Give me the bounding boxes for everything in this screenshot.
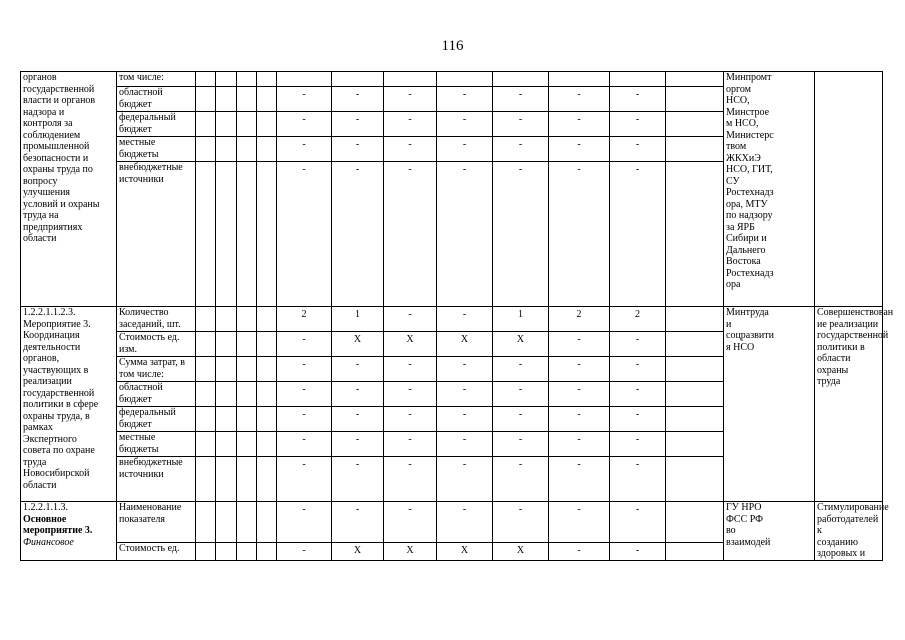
empty-cell [237, 543, 257, 560]
value-cell: X [437, 543, 493, 560]
empty-cell [666, 72, 724, 87]
value-cell: - [437, 137, 493, 162]
value-cell: - [437, 112, 493, 137]
empty-cell [216, 72, 237, 87]
value-cell: - [332, 432, 384, 457]
value-cell: X [493, 332, 549, 357]
empty-cell [216, 543, 237, 560]
cell-line: Ростехнадз [726, 267, 774, 279]
row-label: местные бюджеты [117, 432, 196, 457]
empty-cell [666, 162, 724, 307]
empty-cell [196, 72, 216, 87]
empty-cell [216, 137, 237, 162]
empty-cell [666, 407, 724, 432]
value-cell: - [493, 112, 549, 137]
empty-cell [216, 407, 237, 432]
value-cell: - [277, 137, 332, 162]
empty-cell [257, 162, 277, 307]
empty-cell [666, 457, 724, 502]
value-cell: 2 [549, 307, 610, 332]
cell-line: взаимодей [726, 536, 771, 548]
empty-cell [257, 382, 277, 407]
empty-cell [196, 407, 216, 432]
value-cell: - [277, 502, 332, 543]
empty-cell [257, 72, 277, 87]
cell-line: государственной [23, 387, 95, 399]
empty-cell [196, 357, 216, 382]
value-cell: - [277, 432, 332, 457]
empty-cell [257, 457, 277, 502]
value-cell: - [277, 332, 332, 357]
value-cell: - [549, 382, 610, 407]
empty-cell [216, 457, 237, 502]
empty-cell [216, 432, 237, 457]
cell-line: области [23, 479, 57, 491]
empty-cell [237, 432, 257, 457]
cell-line: Минпромт [726, 72, 772, 83]
cell-line: условий и охраны [23, 198, 100, 210]
value-cell: - [384, 407, 437, 432]
empty-cell [666, 502, 724, 543]
empty-cell [237, 332, 257, 357]
table-row [21, 502, 883, 543]
executor-cell [724, 307, 815, 502]
value-cell: 2 [277, 307, 332, 332]
measure-title: Основное мероприятие 3. [23, 513, 93, 536]
value-cell: - [549, 357, 610, 382]
empty-cell [666, 382, 724, 407]
value-cell: - [549, 112, 610, 137]
cell-line: Стимулирование [817, 502, 889, 513]
cell-line: Новосибирской [23, 468, 90, 479]
empty-cell [196, 112, 216, 137]
value-cell: - [332, 382, 384, 407]
value-cell: - [332, 87, 384, 112]
value-cell: - [549, 87, 610, 112]
row-label: том числе: [117, 72, 196, 87]
empty-cell [196, 382, 216, 407]
value-cell [332, 72, 384, 87]
value-cell: - [277, 543, 332, 560]
measure-name [21, 72, 117, 307]
cell-line: НСО, ГИТ, [726, 164, 773, 175]
empty-cell [196, 457, 216, 502]
cell-line: Минтруда [726, 307, 769, 318]
empty-cell [237, 162, 257, 307]
empty-cell [216, 332, 237, 357]
value-cell: X [332, 332, 384, 357]
value-cell: - [332, 502, 384, 543]
measure-code: 1.2.2.1.1.2.3. [23, 307, 76, 318]
value-cell: - [610, 332, 666, 357]
value-cell: 1 [493, 307, 549, 332]
empty-cell [196, 162, 216, 307]
cell-line: Ростехнадз [726, 187, 774, 198]
measure-name [21, 502, 117, 561]
value-cell: - [384, 307, 437, 332]
value-cell: - [384, 432, 437, 457]
empty-cell [237, 382, 257, 407]
cell-line: области охраны [817, 353, 851, 376]
value-cell: - [384, 357, 437, 382]
empty-cell [257, 357, 277, 382]
value-cell [549, 72, 610, 87]
value-cell: X [437, 332, 493, 357]
value-cell: - [610, 407, 666, 432]
cell-line: ора [726, 279, 741, 290]
cell-line: здоровых и [817, 548, 866, 559]
cell-line: м НСО, [726, 118, 759, 129]
empty-cell [216, 112, 237, 137]
empty-cell [237, 112, 257, 137]
cell-line: ие реализации [817, 318, 879, 330]
empty-cell [237, 407, 257, 432]
value-cell: - [437, 432, 493, 457]
cell-line: созданию [817, 536, 858, 548]
cell-line: безопасности и [23, 152, 89, 164]
value-cell: 1 [332, 307, 384, 332]
value-cell: - [437, 87, 493, 112]
empty-cell [237, 307, 257, 332]
value-cell: - [549, 432, 610, 457]
measure-name [21, 307, 117, 502]
value-cell: - [493, 357, 549, 382]
value-cell: - [493, 457, 549, 502]
value-cell: - [277, 87, 332, 112]
cell-line: власти и органов [23, 95, 96, 106]
empty-cell [216, 307, 237, 332]
value-cell: - [437, 502, 493, 543]
row-label: Наименование показателя [117, 502, 196, 543]
value-cell: - [549, 407, 610, 432]
empty-cell [196, 502, 216, 543]
value-cell: - [437, 457, 493, 502]
row-label: внебюджетные источники [117, 457, 196, 502]
cell-line: Дальнего [726, 244, 766, 256]
value-cell: - [437, 357, 493, 382]
cell-line: охраны труда, в [23, 410, 90, 422]
cell-line: соцразвити [726, 330, 774, 341]
value-cell: - [332, 137, 384, 162]
value-cell: X [493, 543, 549, 560]
value-cell [493, 72, 549, 87]
cell-line: надзора и [23, 106, 65, 118]
value-cell [277, 72, 332, 87]
empty-cell [666, 87, 724, 112]
empty-cell [257, 112, 277, 137]
value-cell: - [610, 432, 666, 457]
value-cell: - [437, 307, 493, 332]
empty-cell [237, 357, 257, 382]
cell-line: соблюдением [23, 129, 81, 141]
cell-line: реализации [23, 376, 72, 387]
value-cell: - [610, 137, 666, 162]
value-cell: - [549, 137, 610, 162]
empty-cell [666, 332, 724, 357]
value-cell: - [437, 407, 493, 432]
executor-cell [724, 72, 815, 307]
empty-cell [237, 72, 257, 87]
empty-cell [666, 357, 724, 382]
empty-cell [196, 307, 216, 332]
cell-line: предприятиях [23, 221, 83, 233]
cell-line: области [23, 233, 57, 244]
cell-line: во [726, 525, 736, 536]
empty-cell [196, 432, 216, 457]
row-label: федеральный бюджет [117, 407, 196, 432]
value-cell: - [610, 543, 666, 560]
value-cell: - [610, 357, 666, 382]
cell-line: труда на [23, 210, 59, 221]
empty-cell [216, 502, 237, 543]
value-cell: - [549, 457, 610, 502]
value-cell: - [549, 162, 610, 307]
empty-cell [666, 543, 724, 560]
empty-cell [666, 112, 724, 137]
value-cell: - [549, 332, 610, 357]
value-cell: - [493, 407, 549, 432]
value-cell: - [437, 162, 493, 307]
cell-line: контроля за [23, 118, 73, 129]
empty-cell [666, 137, 724, 162]
value-cell: - [549, 502, 610, 543]
empty-cell [257, 137, 277, 162]
cell-line: работодателей к [817, 513, 879, 536]
cell-line: Координация [23, 330, 80, 341]
value-cell: - [277, 357, 332, 382]
cell-line: деятельности [23, 341, 81, 353]
cell-line: совета по охране [23, 445, 95, 456]
cell-line: за ЯРБ [726, 221, 755, 233]
value-cell: - [332, 162, 384, 307]
value-cell: - [384, 382, 437, 407]
row-label: Стоимость ед. [117, 543, 196, 560]
value-cell: - [437, 382, 493, 407]
value-cell: - [384, 162, 437, 307]
empty-cell [196, 332, 216, 357]
value-cell: - [493, 137, 549, 162]
cell-line: ора, МТУ [726, 198, 768, 210]
value-cell: X [384, 543, 437, 560]
cell-line: государственной [23, 83, 95, 95]
value-cell: - [610, 112, 666, 137]
row-label: Количество заседаний, шт. [117, 307, 196, 332]
value-cell [384, 72, 437, 87]
program-table [20, 71, 894, 561]
value-cell: - [610, 382, 666, 407]
result-cell [815, 307, 894, 502]
empty-cell [257, 543, 277, 560]
value-cell: - [610, 457, 666, 502]
empty-cell [216, 162, 237, 307]
value-cell: - [549, 543, 610, 560]
cell-line: государственной [817, 330, 889, 341]
value-cell: - [332, 407, 384, 432]
value-cell: - [610, 502, 666, 543]
empty-cell [196, 87, 216, 112]
measure-code: 1.2.2.1.1.3. [23, 502, 68, 513]
cell-line: ФСС РФ [726, 513, 764, 525]
cell-line: политики в [817, 341, 865, 353]
value-cell: - [610, 87, 666, 112]
cell-line: Министерс [726, 129, 774, 141]
empty-cell [237, 457, 257, 502]
value-cell: - [493, 382, 549, 407]
cell-line: и [726, 318, 732, 330]
value-cell: - [277, 382, 332, 407]
cell-line: ГУ НРО [726, 502, 762, 513]
value-cell: 2 [610, 307, 666, 332]
table-row [21, 307, 883, 332]
table-row [21, 72, 883, 87]
value-cell: X [332, 543, 384, 560]
cell-line: твом [726, 141, 747, 152]
result-cell [815, 72, 883, 307]
cell-line: Востока [726, 256, 761, 267]
row-label: внебюджетные источники [117, 162, 196, 307]
cell-line: Экспертного [23, 433, 77, 445]
value-cell: - [384, 137, 437, 162]
empty-cell [257, 87, 277, 112]
cell-line: труда [23, 456, 47, 468]
value-cell: - [277, 112, 332, 137]
empty-cell [257, 502, 277, 543]
cell-line: ЖКХиЭ [726, 152, 761, 164]
row-label: Сумма затрат, в том числе: [117, 357, 196, 382]
value-cell: - [610, 162, 666, 307]
cell-line: улучшения [23, 187, 71, 198]
cell-line: НСО, [726, 95, 750, 106]
cell-line: Сибири и [726, 233, 767, 244]
cell-line: органов, [23, 353, 60, 364]
cell-line: участвующих в [23, 364, 89, 376]
empty-cell [216, 382, 237, 407]
cell-line: по надзору [726, 210, 773, 221]
empty-cell [257, 432, 277, 457]
cell-line: Мероприятие 3. [23, 318, 91, 330]
cell-line: Минстрое [726, 106, 770, 118]
empty-cell [237, 502, 257, 543]
empty-cell [196, 543, 216, 560]
cell-line: Совершенствован [817, 307, 894, 318]
result-cell [815, 502, 889, 561]
empty-cell [216, 357, 237, 382]
value-cell: - [332, 457, 384, 502]
value-cell [610, 72, 666, 87]
empty-cell [257, 407, 277, 432]
value-cell: - [277, 162, 332, 307]
row-label: областной бюджет [117, 87, 196, 112]
value-cell: - [493, 162, 549, 307]
value-cell: - [384, 502, 437, 543]
empty-cell [257, 307, 277, 332]
empty-cell [257, 332, 277, 357]
value-cell: - [277, 407, 332, 432]
value-cell: - [384, 87, 437, 112]
cell-line: труда [817, 376, 841, 387]
empty-cell [666, 432, 724, 457]
value-cell: - [384, 457, 437, 502]
empty-cell [237, 87, 257, 112]
row-label: местные бюджеты [117, 137, 196, 162]
empty-cell [237, 137, 257, 162]
row-label: Стоимость ед. изм. [117, 332, 196, 357]
empty-cell [666, 307, 724, 332]
row-label: федеральный бюджет [117, 112, 196, 137]
cell-line: СУ [726, 175, 740, 187]
empty-cell [216, 87, 237, 112]
value-cell: - [493, 87, 549, 112]
cell-line: вопросу [23, 175, 58, 187]
page-number: 116 [441, 38, 464, 54]
value-cell: - [493, 502, 549, 543]
cell-line: оргом [726, 83, 751, 95]
cell-line: я НСО [726, 341, 755, 353]
measure-subtitle: Финансовое [23, 536, 74, 548]
cell-line: промышленной [23, 141, 90, 152]
row-label: областной бюджет [117, 382, 196, 407]
value-cell: X [384, 332, 437, 357]
value-cell: - [332, 357, 384, 382]
value-cell [437, 72, 493, 87]
executor-cell [724, 502, 815, 561]
value-cell: - [332, 112, 384, 137]
empty-cell [196, 137, 216, 162]
cell-line: политики в сфере [23, 399, 99, 410]
value-cell: - [493, 432, 549, 457]
cell-line: органов [23, 72, 57, 83]
cell-line: рамках [23, 422, 53, 433]
cell-line: охраны труда по [23, 164, 93, 175]
value-cell: - [277, 457, 332, 502]
value-cell: - [384, 112, 437, 137]
